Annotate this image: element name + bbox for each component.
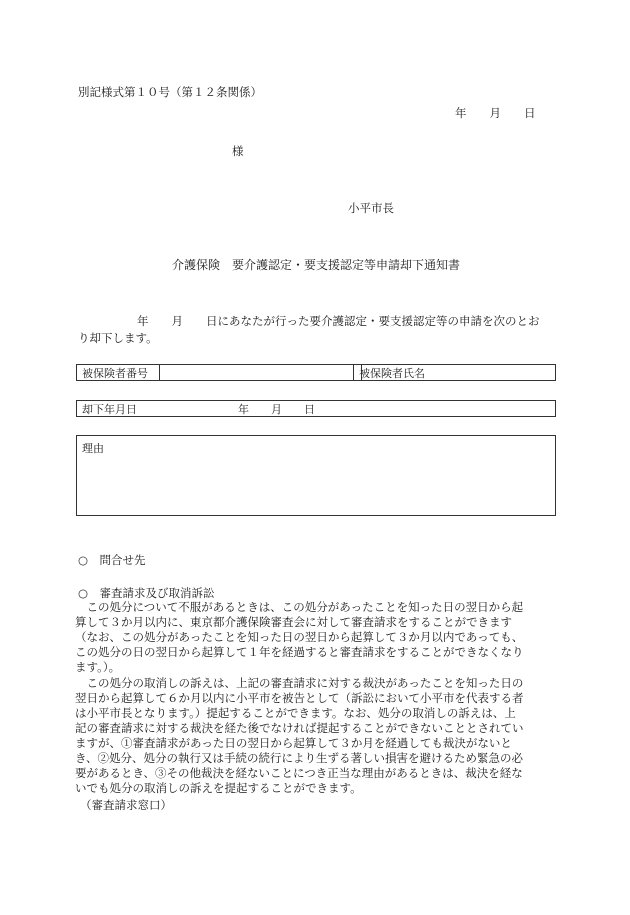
appeal-p2-line: 要があるとき、③その他裁決を経ないことにつき正当な理由があるときは、裁決を経な [75, 766, 523, 780]
appeal-p2-line: 翌日から起算して６か月以内に小平市を被告として（訴訟において小平市を代表する者 [75, 691, 524, 705]
document-title: 介護保険 要介護認定・要支援認定等申請却下通知書 [172, 258, 461, 272]
appeal-window-label: （審査請求窓口） [80, 798, 172, 812]
issuer-name: 小平市長 [348, 201, 394, 215]
insured-number-label: 被保険者番号 [82, 366, 148, 380]
appeal-p2-line: ますが、①審査請求があった日の翌日から起算して３か月を経過しても裁決がないと [75, 736, 512, 750]
reason-box[interactable] [76, 435, 556, 516]
appeal-p1-line: （なお、この処分があったことを知った日の翌日から起算して３か月以内であっても、 [75, 630, 524, 644]
appeal-p1-line: 算して３か月以内に、東京都介護保険審査会に対して審査請求をすることができます [75, 615, 512, 629]
insured-info-table [76, 364, 556, 381]
issue-date-line: 年 月 日 [455, 106, 536, 120]
reason-label: 理由 [82, 442, 104, 455]
addressee-suffix: 様 [232, 144, 244, 158]
appeal-paragraph-1 [75, 600, 560, 675]
appeal-p2-line: この処分の取消しの訴えは、上記の審査請求に対する裁決があったことを知った日の [86, 676, 524, 690]
intro-line-1: 年 月 日にあなたが行った要介護認定・要支援認定等の申請を次のとお [137, 314, 540, 328]
appeal-p2-line: いでも処分の取消しの訴えを提起することができます。 [75, 781, 362, 795]
rejection-date-row [76, 400, 556, 417]
contact-heading: ○ 問合せ先 [78, 553, 146, 567]
insured-name-field[interactable] [362, 365, 555, 380]
appeal-paragraph-2 [75, 676, 560, 796]
form-number: 別記様式第１０号（第１２条関係） [78, 85, 262, 99]
insured-name-label: 被保険者氏名 [359, 366, 425, 380]
appeal-p2-line: き、②処分、処分の執行又は手続の続行により生ずる著しい損害を避けるため緊急の必 [75, 751, 524, 765]
appeal-p2-line: 記の審査請求に対する裁決を経た後でなければ提起することができないこととされてい [75, 721, 524, 735]
appeal-p1-line: この処分の日の翌日から起算して１年を経過すると審査請求をすることができなくなり [75, 645, 524, 659]
rejection-date-value[interactable]: 年 月 日 [238, 402, 315, 416]
appeal-p2-line: は小平市長となります。）提起することができます。なお、処分の取消しの訴えは、上 [75, 706, 516, 720]
appeal-heading: ○ 審査請求及び取消訴訟 [78, 586, 215, 600]
appeal-p1-line: ます。）。 [75, 660, 121, 674]
appeal-p1-line: この処分について不服があるときは、この処分があったことを知った日の翌日から起 [86, 600, 524, 614]
rejection-date-label: 却下年月日 [82, 402, 137, 416]
insured-number-field[interactable] [160, 365, 353, 380]
intro-line-2: り却下します。 [78, 331, 158, 345]
